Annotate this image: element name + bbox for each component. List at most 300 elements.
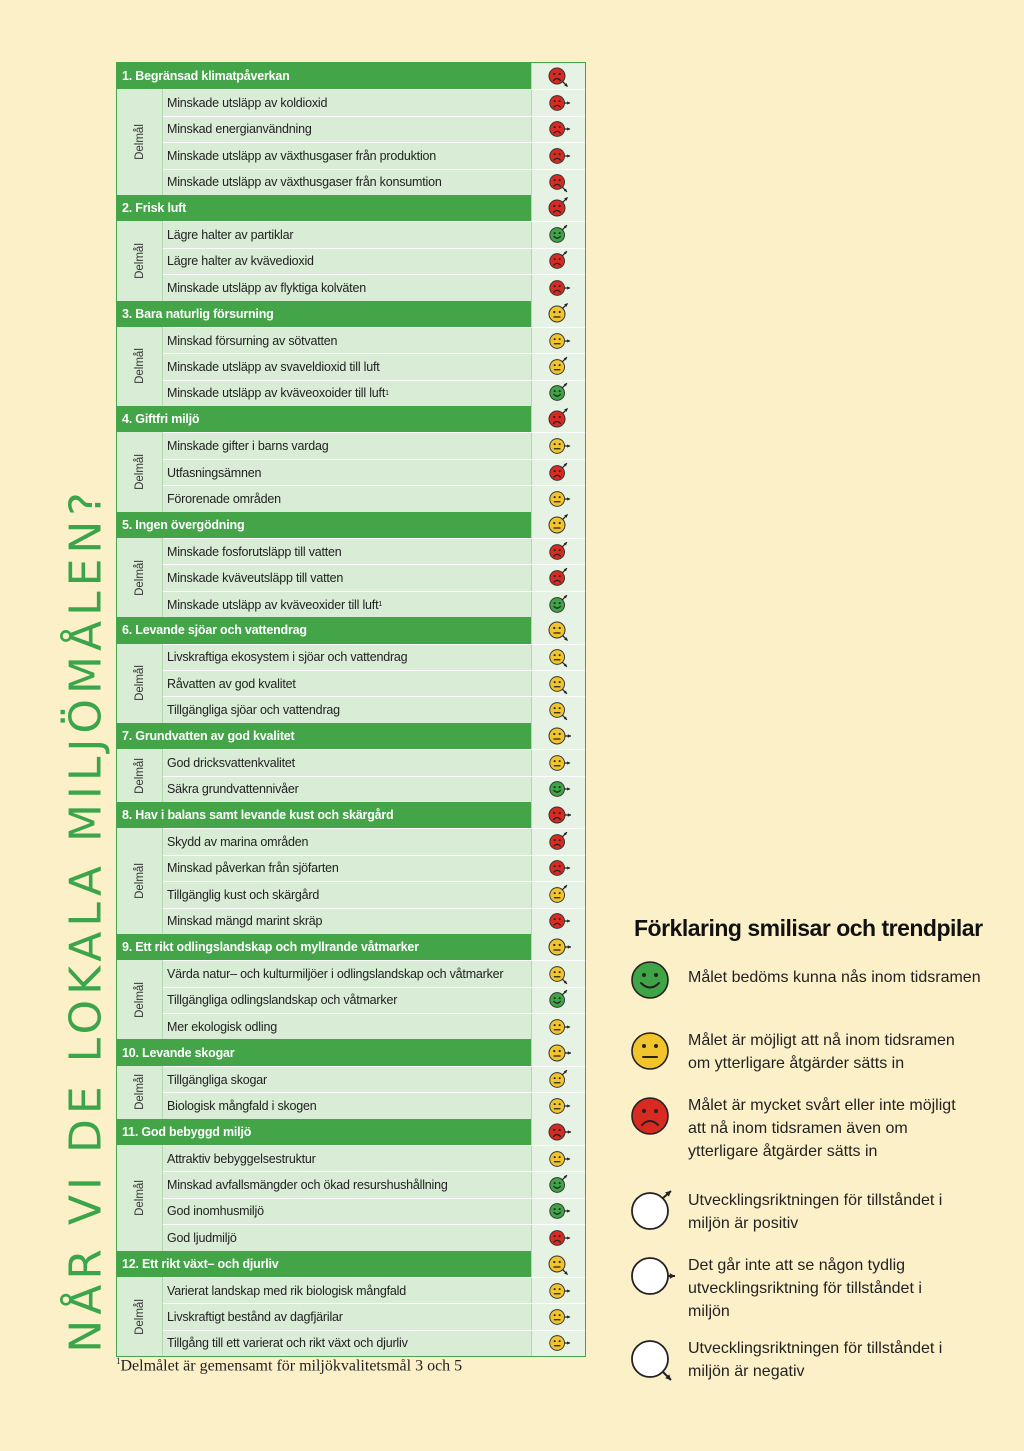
subgoal-row: [163, 432, 585, 458]
subgoal-status: [531, 170, 585, 195]
smiley-yellow-neutral-icon: [547, 1147, 571, 1171]
subgoal-text: Minskade utsläpp av kväveoxider till luft: [167, 597, 379, 612]
subgoal-text: Skydd av marina områden: [167, 835, 309, 850]
subgoal-row: [163, 248, 585, 274]
subgoal-label: [163, 1199, 531, 1224]
subgoal-status: [531, 671, 585, 696]
goal-status: [531, 723, 585, 749]
subgoal-status: [531, 909, 585, 934]
subgoal-row: [163, 696, 585, 722]
subgoal-text: Minskade gifter i barns vardag: [167, 439, 329, 454]
legend-entry: [630, 958, 1000, 1009]
goal-status: [531, 301, 585, 327]
subgoal-status: [531, 1331, 585, 1356]
subgoal-label: [163, 1014, 531, 1039]
subgoal-status: [531, 143, 585, 168]
smiley-yellow-positive-icon: [547, 355, 571, 379]
subgoal-text: Lägre halter av partiklar: [167, 228, 294, 243]
legend-entry: [630, 1337, 1000, 1388]
subgoal-label: [163, 354, 531, 379]
delmal-label: [117, 538, 163, 617]
footnote: [116, 1356, 462, 1375]
subgoal-list: [163, 644, 585, 723]
goal-row: [117, 406, 585, 432]
smiley-yellow-neutral-icon: [547, 751, 571, 775]
subgoal-label: [163, 1304, 531, 1329]
smiley-yellow-neutral-icon: [547, 1305, 571, 1329]
subgoal-text: Tillgång till ett varierat och rikt växt och djurliv: [167, 1336, 408, 1351]
smiley-red-neutral-icon: [547, 276, 571, 300]
subgoal-row: [163, 353, 585, 379]
subgoal-row: [163, 1066, 585, 1092]
subgoal-text: Minskade fosforutsläpp till vatten: [167, 544, 342, 559]
subgoal-status: [531, 539, 585, 564]
subgoal-text: Varierat landskap med rik biologisk mångfald: [167, 1283, 407, 1298]
subgoal-group: [117, 327, 585, 406]
side-label: Delmål: [133, 454, 146, 490]
delmal-label: [117, 749, 163, 802]
subgoal-text: Tillgängliga odlingslandskap och våtmarker: [167, 993, 398, 1008]
subgoal-text: Tillgängliga sjöar och vattendrag: [167, 703, 340, 718]
smiley-yellow-neutral-icon: [547, 487, 571, 511]
subgoal-label: [163, 328, 531, 353]
subgoal-row: [163, 142, 585, 168]
smiley-red-neutral-icon: [547, 144, 571, 168]
smiley-red-positive-icon: [547, 249, 571, 273]
legend-entry: [630, 1029, 1000, 1080]
subgoal-row: [163, 1145, 585, 1171]
subgoal-status: [531, 988, 585, 1013]
delmal-label: [117, 221, 163, 300]
side-label: Delmål: [133, 559, 146, 596]
subgoal-label: [163, 1225, 531, 1250]
subgoal-label: [163, 460, 531, 485]
smiley-yellow-neutral-icon: [546, 934, 572, 960]
smiley-red-positive-icon: [547, 540, 571, 564]
side-label: Delmål: [133, 757, 146, 794]
delmal-label: [117, 1277, 163, 1356]
subgoal-text: Råvatten av god kvalitet: [167, 676, 296, 691]
subgoal-label: [163, 645, 531, 670]
smiley-red-positive-icon: [547, 461, 571, 485]
trend-neutral-icon: [630, 1254, 686, 1305]
subgoal-label: [163, 829, 531, 854]
smiley-yellow-negative-icon: [547, 672, 571, 696]
subgoal-row: [163, 1198, 585, 1224]
smiley-red-neutral-icon: [547, 91, 571, 115]
delmal-label: [117, 432, 163, 511]
smiley-red-positive-icon: [546, 195, 572, 221]
smiley-red-positive-icon: [547, 830, 571, 854]
subgoal-label: [163, 1172, 531, 1197]
subgoal-list: [163, 749, 585, 802]
subgoal-row: [163, 1171, 585, 1197]
goal-status: [531, 1119, 585, 1145]
smiley-green-positive-icon: [547, 593, 571, 617]
trend-negative-graphic: [630, 1337, 676, 1383]
smiley-red-neutral-icon: [546, 802, 572, 828]
legend-text: Målet är mycket svårt eller inte möjligt att nå inom tidsramen även om ytterligare åtgärder sätts in: [688, 1097, 956, 1160]
side-label: Delmål: [133, 981, 146, 1018]
goals-table: [116, 62, 586, 1357]
subgoal-text: God dricksvattenkvalitet: [167, 755, 295, 770]
subgoal-label: [163, 1146, 531, 1171]
subgoal-text: Tillgänglig kust och skärgård: [167, 887, 320, 902]
subgoal-label: [163, 90, 531, 115]
subgoal-text: Minskade utsläpp av koldioxid: [167, 96, 328, 111]
subgoal-status: [531, 777, 585, 802]
subgoal-label: [163, 856, 531, 881]
goal-row: [117, 1039, 585, 1065]
goal-status: [531, 512, 585, 538]
subgoal-row: [163, 644, 585, 670]
subgoal-status: [531, 1304, 585, 1329]
goal-title: 11. God bebyggd miljö: [117, 1119, 531, 1145]
subgoal-status: [531, 1093, 585, 1118]
trend-negative-icon: [630, 1337, 686, 1388]
smiley-red-neutral-icon: [546, 1119, 572, 1145]
goal-title: 9. Ett rikt odlingslandskap och myllrande våtmarker: [117, 934, 531, 960]
subgoal-label: [163, 697, 531, 722]
subgoal-text: God inomhusmiljö: [167, 1204, 264, 1219]
subgoal-status: [531, 645, 585, 670]
subgoal-status: [531, 486, 585, 511]
smiley-red-neutral-icon: [547, 117, 571, 141]
subgoal-label: [163, 909, 531, 934]
goal-row: [117, 617, 585, 643]
subgoal-text: Minskad påverkan från sjöfarten: [167, 861, 339, 876]
subgoal-group: [117, 960, 585, 1039]
delmal-label: [117, 327, 163, 406]
subgoal-label: [163, 671, 531, 696]
smiley-red-icon: [630, 1094, 686, 1145]
subgoal-label: [163, 539, 531, 564]
subgoal-list: [163, 221, 585, 300]
subgoal-row: [163, 1092, 585, 1118]
subgoal-label: [163, 988, 531, 1013]
subgoal-row: [163, 1303, 585, 1329]
subgoal-label: [163, 486, 531, 511]
subgoal-text: Livskraftigt bestånd av dagfjärilar: [167, 1310, 343, 1325]
smiley-yellow-positive-icon: [547, 883, 571, 907]
subgoal-list: [163, 432, 585, 511]
goal-title: 8. Hav i balans samt levande kust och skärgård: [117, 802, 531, 828]
smiley-green-positive-icon: [547, 381, 571, 405]
smiley-yellow-negative-icon: [547, 645, 571, 669]
smiley-yellow-neutral-icon: [547, 434, 571, 458]
smiley-red-neutral-icon: [547, 1226, 571, 1250]
subgoal-status: [531, 1067, 585, 1092]
smiley-yellow-graphic: [630, 1029, 676, 1075]
subgoal-text: Lägre halter av kvävedioxid: [167, 254, 314, 269]
subgoal-label: [163, 249, 531, 274]
subgoal-list: [163, 327, 585, 406]
goal-title: 6. Levande sjöar och vattendrag: [117, 617, 531, 643]
subgoal-group: [117, 1277, 585, 1356]
subgoal-row: [163, 591, 585, 617]
subgoal-label: [163, 750, 531, 775]
subgoal-row: [163, 881, 585, 907]
subgoal-row: [163, 908, 585, 934]
subgoal-status: [531, 829, 585, 854]
subgoal-row: [163, 1277, 585, 1303]
subgoal-status: [531, 592, 585, 617]
smiley-red-negative-icon: [546, 63, 572, 89]
smiley-green-neutral-icon: [547, 777, 571, 801]
subgoal-text: Säkra grundvattennivåer: [167, 782, 299, 797]
trend-positive-icon: [630, 1189, 686, 1240]
subgoal-status: [531, 117, 585, 142]
smiley-yellow-positive-icon: [546, 301, 572, 327]
subgoal-group: [117, 221, 585, 300]
subgoal-label: [163, 1331, 531, 1356]
subgoal-group: [117, 644, 585, 723]
goal-status: [531, 617, 585, 643]
goal-status: [531, 1251, 585, 1277]
smiley-yellow-neutral-icon: [547, 329, 571, 353]
subgoal-status: [531, 433, 585, 458]
smiley-yellow-neutral-icon: [547, 1015, 571, 1039]
subgoal-status: [531, 1199, 585, 1224]
subgoal-label: [163, 1278, 531, 1303]
subgoal-list: [163, 538, 585, 617]
footnote-ref: 1: [385, 389, 389, 397]
delmal-label: [117, 828, 163, 934]
legend-text: Det går inte att se någon tydlig utvecklingsriktning för tillståndet i miljön: [688, 1257, 922, 1320]
subgoal-text: Livskraftiga ekosystem i sjöar och vattendrag: [167, 650, 408, 665]
subgoal-row: [163, 987, 585, 1013]
subgoal-status: [531, 275, 585, 300]
trend-neutral-graphic: [630, 1254, 676, 1300]
side-label: Delmål: [133, 348, 146, 385]
smiley-green-positive-icon: [547, 223, 571, 247]
subgoal-label: [163, 882, 531, 907]
subgoal-list: [163, 1066, 585, 1119]
subgoal-group: [117, 749, 585, 802]
subgoal-text: Minskade utsläpp av flyktiga kolväten: [167, 280, 366, 295]
smiley-yellow-negative-icon: [546, 1251, 572, 1277]
delmal-label: [117, 1145, 163, 1251]
subgoal-group: [117, 1066, 585, 1119]
smiley-yellow-icon: [630, 1029, 686, 1080]
subgoal-row: [163, 459, 585, 485]
delmal-label: [117, 644, 163, 723]
legend-text: Utvecklingsriktningen för tillståndet i miljön är positiv: [688, 1192, 943, 1232]
subgoal-text: Biologisk mångfald i skogen: [167, 1098, 317, 1113]
smiley-yellow-neutral-icon: [547, 1094, 571, 1118]
page-title: NÅR VI DE LOKALA MILJÖMÅLEN?: [60, 487, 112, 1353]
side-label: Delmål: [133, 1074, 146, 1111]
side-label: Delmål: [133, 124, 146, 161]
smiley-yellow-positive-icon: [547, 1068, 571, 1092]
subgoal-row: [163, 327, 585, 353]
subgoal-label: [163, 117, 531, 142]
goal-status: [531, 1039, 585, 1065]
side-label: Delmål: [133, 243, 146, 279]
subgoal-text: Mer ekologisk odling: [167, 1019, 277, 1034]
side-label: Delmål: [133, 863, 146, 900]
side-label: Delmål: [133, 665, 146, 702]
smiley-yellow-neutral-icon: [546, 1040, 572, 1066]
legend-text: Utvecklingsriktningen för tillståndet i miljön är negativ: [688, 1340, 943, 1380]
smiley-yellow-neutral-icon: [546, 723, 572, 749]
subgoal-text: Minskad avfallsmängder och ökad resurshushållning: [167, 1178, 448, 1193]
subgoal-group: [117, 828, 585, 934]
subgoal-row: [163, 380, 585, 406]
side-label: Delmål: [133, 1179, 146, 1216]
smiley-yellow-negative-icon: [547, 698, 571, 722]
smiley-red-neutral-icon: [547, 909, 571, 933]
subgoal-label: [163, 170, 531, 195]
subgoal-status: [531, 1014, 585, 1039]
goal-title: 4. Giftfri miljö: [117, 406, 531, 432]
smiley-yellow-negative-icon: [546, 617, 572, 643]
subgoal-row: [163, 485, 585, 511]
footnote-text: Delmålet är gemensamt för miljökvalitetsmål 3 och 5: [120, 1357, 463, 1375]
goal-title: 2. Frisk luft: [117, 195, 531, 221]
legend-text: Målet är möjligt att nå inom tidsramen om ytterligare åtgärder sätts in: [688, 1032, 955, 1072]
subgoal-list: [163, 89, 585, 195]
subgoal-status: [531, 328, 585, 353]
subgoal-status: [531, 961, 585, 986]
subgoal-label: [163, 1093, 531, 1118]
smiley-green-positive-icon: [547, 988, 571, 1012]
subgoal-status: [531, 354, 585, 379]
subgoal-text: Tillgängliga skogar: [167, 1072, 267, 1087]
goal-status: [531, 406, 585, 432]
subgoal-list: [163, 828, 585, 934]
subgoal-status: [531, 222, 585, 247]
subgoal-status: [531, 856, 585, 881]
smiley-red-positive-icon: [546, 406, 572, 432]
goal-row: [117, 63, 585, 89]
subgoal-group: [117, 1145, 585, 1251]
goal-title: 7. Grundvatten av god kvalitet: [117, 723, 531, 749]
smiley-red-negative-icon: [547, 170, 571, 194]
subgoal-label: [163, 275, 531, 300]
subgoal-row: [163, 538, 585, 564]
subgoal-status: [531, 882, 585, 907]
goal-row: [117, 1119, 585, 1145]
smiley-yellow-positive-icon: [546, 512, 572, 538]
smiley-green-icon: [630, 958, 686, 1009]
subgoal-row: [163, 855, 585, 881]
legend-entry: [630, 1094, 1000, 1163]
subgoal-status: [531, 1225, 585, 1250]
smiley-green-neutral-icon: [547, 1199, 571, 1223]
smiley-green-positive-icon: [547, 1173, 571, 1197]
subgoal-label: [163, 592, 531, 617]
smiley-yellow-neutral-icon: [547, 1331, 571, 1355]
subgoal-row: [163, 1224, 585, 1250]
subgoal-text: Attraktiv bebyggelsestruktur: [167, 1151, 316, 1166]
subgoal-row: [163, 274, 585, 300]
subgoal-text: Förorenade områden: [167, 491, 281, 506]
subgoal-text: Minskade utsläpp av svaveldioxid till luft: [167, 359, 380, 374]
subgoal-text: Minskad energianvändning: [167, 122, 312, 137]
subgoal-row: [163, 1330, 585, 1356]
subgoal-row: [163, 169, 585, 195]
subgoal-status: [531, 565, 585, 590]
subgoal-status: [531, 1146, 585, 1171]
goal-row: [117, 1251, 585, 1277]
legend: [630, 915, 1000, 1402]
subgoal-label: [163, 222, 531, 247]
subgoal-text: Minskade utsläpp av växthusgaser från konsumtion: [167, 175, 442, 190]
subgoal-group: [117, 89, 585, 195]
subgoal-row: [163, 960, 585, 986]
smiley-red-neutral-icon: [547, 856, 571, 880]
subgoal-status: [531, 1278, 585, 1303]
subgoal-status: [531, 381, 585, 406]
smiley-red-graphic: [630, 1094, 676, 1140]
subgoal-text: Minskade utsläpp av växthusgaser från produktion: [167, 148, 437, 163]
subgoal-list: [163, 1277, 585, 1356]
goal-title: 3. Bara naturlig försurning: [117, 301, 531, 327]
side-label: Delmål: [133, 1298, 146, 1335]
subgoal-status: [531, 249, 585, 274]
goal-row: [117, 195, 585, 221]
subgoal-text: God ljudmiljö: [167, 1230, 237, 1245]
subgoal-label: [163, 961, 531, 986]
delmal-label: [117, 960, 163, 1039]
smiley-red-positive-icon: [547, 566, 571, 590]
delmal-label: [117, 1066, 163, 1119]
subgoal-list: [163, 960, 585, 1039]
subgoal-row: [163, 749, 585, 775]
subgoal-group: [117, 432, 585, 511]
goal-title: 10. Levande skogar: [117, 1039, 531, 1065]
delmal-label: [117, 89, 163, 195]
subgoal-list: [163, 1145, 585, 1251]
subgoal-text: Minskad mängd marint skräp: [167, 914, 323, 929]
subgoal-status: [531, 697, 585, 722]
subgoal-label: [163, 565, 531, 590]
goal-row: [117, 301, 585, 327]
goal-title: 12. Ett rikt växt– och djurliv: [117, 1251, 531, 1277]
subgoal-label: [163, 381, 531, 406]
subgoal-group: [117, 538, 585, 617]
footnote-marker: 1: [116, 1356, 121, 1366]
subgoal-row: [163, 1013, 585, 1039]
legend-text: Målet bedöms kunna nås inom tidsramen: [688, 969, 981, 986]
goal-status: [531, 934, 585, 960]
goal-status: [531, 802, 585, 828]
goal-row: [117, 802, 585, 828]
subgoal-label: [163, 143, 531, 168]
footnote-ref: 1: [378, 601, 383, 608]
subgoal-text: Utfasningsämnen: [167, 465, 262, 480]
trend-positive-graphic: [630, 1189, 676, 1235]
subgoal-row: [163, 564, 585, 590]
goal-status: [531, 195, 585, 221]
subgoal-text: Värda natur– och kulturmiljöer i odlingslandskap och våtmarker: [167, 966, 504, 981]
legend-entry: [630, 1189, 1000, 1240]
subgoal-text: Minskade kväveutsläpp till vatten: [167, 571, 344, 586]
subgoal-label: [163, 1067, 531, 1092]
legend-entry: [630, 1254, 1000, 1323]
subgoal-status: [531, 1172, 585, 1197]
smiley-yellow-negative-icon: [547, 962, 571, 986]
goal-row: [117, 934, 585, 960]
subgoal-status: [531, 90, 585, 115]
subgoal-text: Minskad försurning av sötvatten: [167, 333, 338, 348]
goal-row: [117, 512, 585, 538]
subgoal-status: [531, 460, 585, 485]
goal-title: 5. Ingen övergödning: [117, 512, 531, 538]
subgoal-label: [163, 777, 531, 802]
subgoal-row: [163, 89, 585, 115]
